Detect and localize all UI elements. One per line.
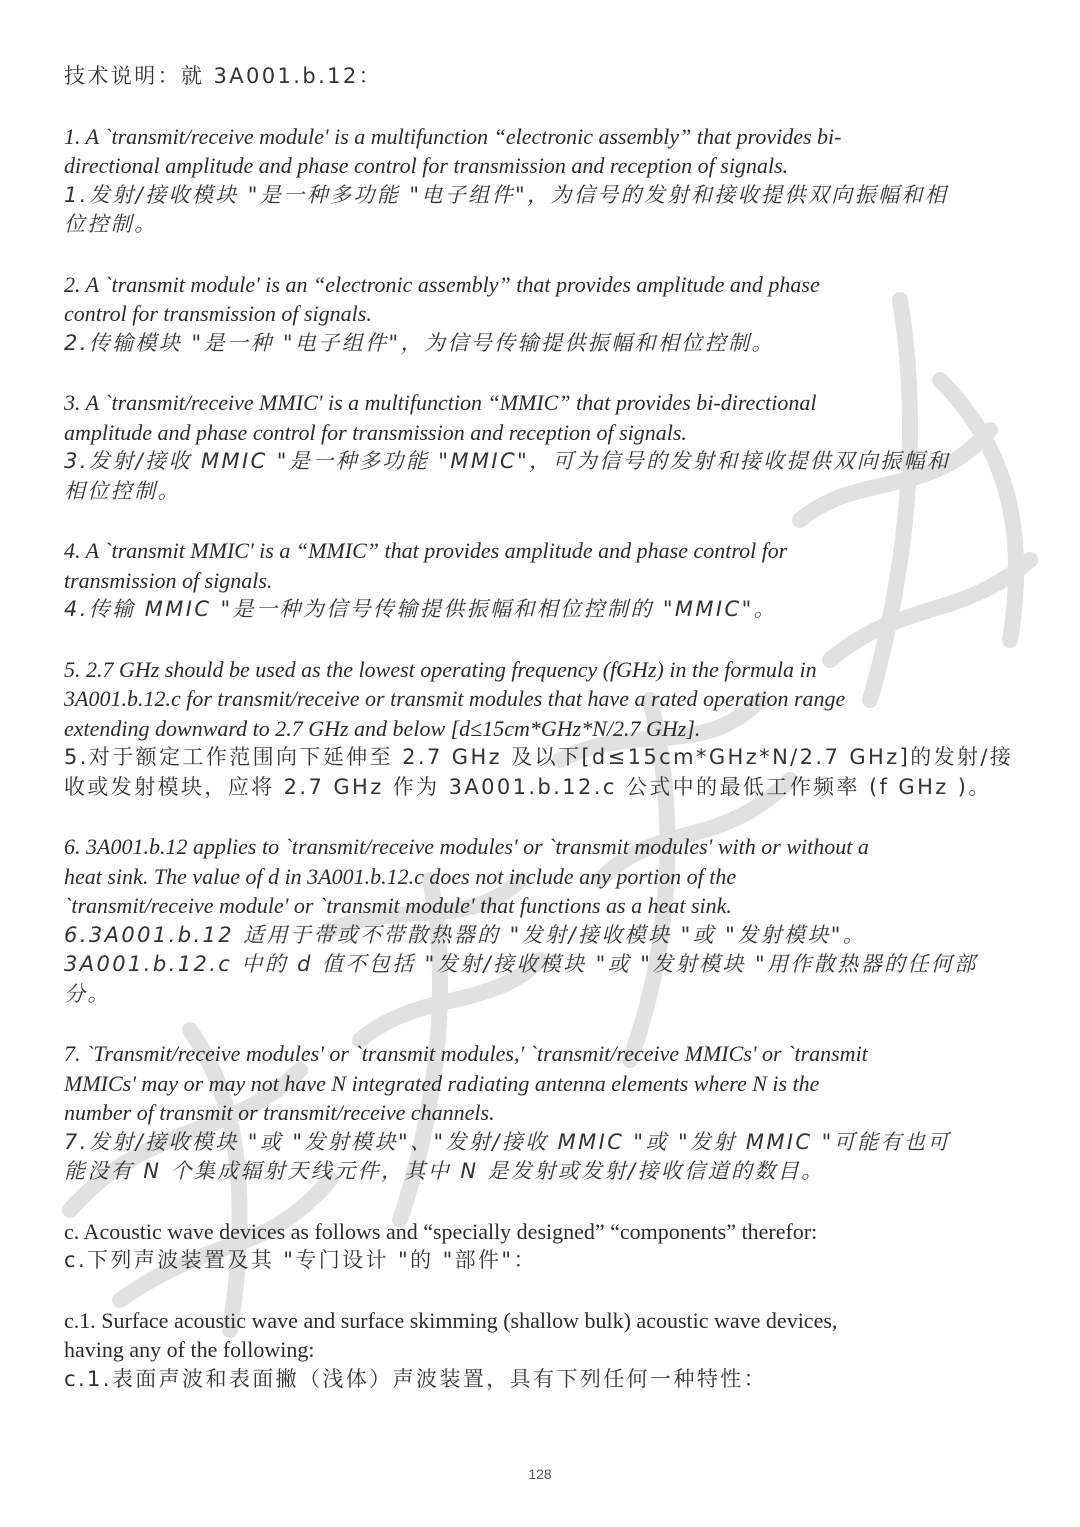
note-5 — [64, 655, 1014, 803]
note-7-zh-line-2: 能没有 N 个集成辐射天线元件，其中 N 是发射或发射/接收信道的数目。 — [64, 1159, 825, 1183]
note-5-zh-line-2: 收或发射模块，应将 2.7 GHz 作为 3A001.b.12.c 公式中的最低工作频率 (f GHz )。 — [64, 774, 992, 799]
note-7-en-line-3: number of transmit or transmit/receive channels. — [64, 1100, 495, 1125]
section-header: 技术说明：就 3A001.b.12： — [64, 64, 383, 88]
section-c-en: c. Acoustic wave devices as follows and “specially designed” “components” therefor: — [64, 1218, 818, 1244]
note-3-zh-line-1: 3.发射/接收 MMIC "是一种多功能 "MMIC"，可为信号的发射和接收提供双向振幅和 — [64, 449, 951, 473]
note-6-en-line-2: heat sink. The value of d in 3A001.b.12.c does not include any portion of the — [64, 863, 737, 889]
note-1-zh-line-1: 1.发射/接收模块 "是一种多功能 "电子组件"，为信号的发射和接收提供双向振幅和相 — [64, 182, 949, 207]
section-c1-zh: c.1.表面声波和表面撇（浅体）声波装置，具有下列任何一种特性： — [64, 1366, 768, 1391]
note-3-en-line-1: 3. A `transmit/receive MMIC' is a multifunction “MMIC” that provides bi-directional — [64, 390, 817, 415]
note-2-en-line-1: 2. A `transmit module' is an “electronic assembly” that provides amplitude and phase — [64, 271, 820, 297]
note-1-en-line-1: 1. A `transmit/receive module' is a multifunction “electronic assembly” that provides bi- — [64, 123, 842, 149]
note-5-en-line-2: 3A001.b.12.c for transmit/receive or transmit modules that have a rated operation range — [64, 686, 846, 711]
note-7 — [64, 1039, 1014, 1187]
note-6-zh-line-3: 分。 — [64, 981, 111, 1006]
note-7-zh-line-1: 7.发射/接收模块 "或 "发射模块"、"发射/接收 MMIC "或 "发射 MMIC "可能有也可 — [64, 1129, 951, 1154]
note-4-zh-line-1: 4.传输 MMIC "是一种为信号传输提供振幅和相位控制的 "MMIC"。 — [64, 597, 778, 621]
note-3 — [64, 388, 1014, 506]
note-7-en-line-2: MMICs' may or may not have N integrated radiating antenna elements where N is the — [64, 1070, 820, 1096]
note-4-en-line-1: 4. A `transmit MMIC' is a “MMIC” that provides amplitude and phase control for — [64, 538, 788, 563]
note-2 — [64, 270, 1014, 359]
note-6-en-line-1: 6. 3A001.b.12 applies to `transmit/receive modules' or `transmit modules' with or without a — [64, 834, 869, 859]
note-3-en-line-2: amplitude and phase control for transmission and reception of signals. — [64, 419, 687, 445]
note-2-zh-line-1: 2.传输模块 "是一种 "电子组件"，为信号传输提供振幅和相位控制。 — [64, 330, 775, 355]
note-3-zh-line-2: 相位控制。 — [64, 478, 181, 503]
note-4-en-line-2: transmission of signals. — [64, 567, 273, 593]
section-c1-en-line-2: having any of the following: — [64, 1337, 315, 1362]
section-c1 — [64, 1306, 1014, 1395]
note-6-en-line-3: `transmit/receive module' or `transmit module' that functions as a heat sink. — [64, 893, 732, 918]
note-1-en-line-2: directional amplitude and phase control for transmission and reception of signals. — [64, 153, 789, 178]
note-1-zh-line-2: 位控制。 — [64, 212, 158, 236]
note-2-en-line-2: control for transmission of signals. — [64, 301, 372, 326]
note-5-en-line-3: extending downward to 2.7 GHz and below [d≤15cm*GHz*N/2.7 GHz]. — [64, 715, 701, 741]
section-c — [64, 1217, 1014, 1276]
note-5-en-line-1: 5. 2.7 GHz should be used as the lowest operating frequency (fGHz) in the formula in — [64, 656, 817, 682]
note-6-zh-line-1: 6.3A001.b.12 适用于带或不带散热器的 "发射/接收模块 "或 "发射模块"。 — [64, 922, 867, 947]
page-number: 128 — [528, 1466, 552, 1482]
note-4 — [64, 536, 1014, 625]
section-c-zh: c.下列声波装置及其 "专门设计 "的 "部件"： — [64, 1248, 537, 1272]
note-7-en-line-1: 7. `Transmit/receive modules' or `transmit modules,' `transmit/receive MMICs' or `transmit — [64, 1041, 868, 1066]
note-5-zh-line-1: 5.对于额定工作范围向下延伸至 2.7 GHz 及以下[d≤15cm*GHz*N/2.7 GHz]的发射/接 — [64, 745, 1014, 769]
note-6 — [64, 832, 1014, 1009]
note-6-zh-line-2: 3A001.b.12.c 中的 d 值不包括 "发射/接收模块 "或 "发射模块 "用作散热器的任何部 — [64, 952, 978, 976]
section-c1-en-line-1: c.1. Surface acoustic wave and surface skimming (shallow bulk) acoustic wave devices, — [64, 1307, 838, 1333]
document-body — [64, 62, 1014, 1394]
note-1 — [64, 122, 1014, 240]
